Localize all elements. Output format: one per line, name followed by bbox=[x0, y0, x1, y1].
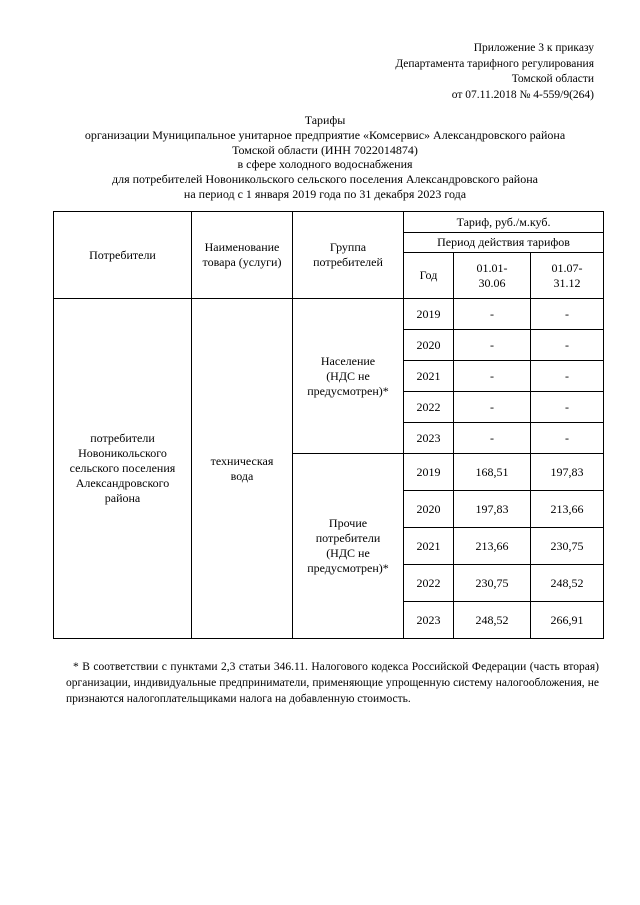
header-tariff: Тариф, руб./м.куб. bbox=[404, 212, 604, 233]
tariff-cell: 168,51 bbox=[454, 454, 531, 491]
year-cell: 2020 bbox=[404, 330, 454, 361]
header-consumers: Потребители bbox=[54, 212, 192, 299]
tariff-cell: - bbox=[454, 361, 531, 392]
group-cell-others: Прочие потребители (НДС не предусмотрен)* bbox=[293, 454, 404, 639]
tariff-cell: - bbox=[454, 330, 531, 361]
appendix-header bbox=[395, 41, 594, 103]
tariff-cell: 230,75 bbox=[454, 565, 531, 602]
tariff-cell: 197,83 bbox=[454, 491, 531, 528]
title-line-6: на период с 1 января 2019 года по 31 декабря 2023 года bbox=[183, 186, 467, 201]
appendix-line-2: Департамента тарифного регулирования bbox=[395, 57, 594, 70]
year-cell: 2022 bbox=[404, 392, 454, 423]
header-half-1: 01.01- 30.06 bbox=[454, 253, 531, 299]
title-line-3: Томской области (ИНН 7022014874) bbox=[232, 142, 418, 157]
document-title bbox=[40, 113, 610, 202]
year-cell: 2019 bbox=[404, 299, 454, 330]
appendix-line-3: Томской области bbox=[511, 73, 594, 85]
title-line-1: Тарифы bbox=[304, 113, 346, 127]
title-line-2: организации Муниципальное унитарное предприятие «Комсервис» Александровского района bbox=[84, 127, 566, 142]
year-cell: 2023 bbox=[404, 602, 454, 639]
year-cell: 2021 bbox=[404, 361, 454, 392]
tariff-cell: - bbox=[454, 392, 531, 423]
tariff-cell: 230,75 bbox=[531, 528, 604, 565]
tariff-cell: 266,91 bbox=[531, 602, 604, 639]
tariff-cell: 197,83 bbox=[531, 454, 604, 491]
table-row bbox=[54, 299, 604, 330]
year-cell: 2019 bbox=[404, 454, 454, 491]
tariff-cell: 213,66 bbox=[454, 528, 531, 565]
tariff-cell: - bbox=[454, 423, 531, 454]
tariff-cell: - bbox=[531, 392, 604, 423]
tariff-cell: - bbox=[531, 423, 604, 454]
footnote: * В соответствии с пунктами 2,3 статьи 346.11. Налогового кодекса Российской Федерации (часть вторая) организации, индивидуальные предприниматели, применяющие упрощенную систему налогообложения, не признаются налогоплательщиками налога на добавленную стоимость. bbox=[66, 661, 599, 705]
tariff-cell: - bbox=[531, 330, 604, 361]
header-half-2: 01.07- 31.12 bbox=[531, 253, 604, 299]
year-cell: 2021 bbox=[404, 528, 454, 565]
group-cell-population: Население (НДС не предусмотрен)* bbox=[293, 299, 404, 454]
header-group: Группа потребителей bbox=[293, 212, 404, 299]
year-cell: 2020 bbox=[404, 491, 454, 528]
tariff-cell: - bbox=[454, 299, 531, 330]
header-product: Наименование товара (услуги) bbox=[192, 212, 293, 299]
title-line-4: в сфере холодного водоснабжения bbox=[237, 157, 413, 172]
header-year: Год bbox=[404, 253, 454, 299]
tariff-cell: - bbox=[531, 299, 604, 330]
tariff-table bbox=[53, 211, 604, 639]
product-cell: техническая вода bbox=[192, 299, 293, 639]
tariff-cell: - bbox=[531, 361, 604, 392]
tariff-cell: 213,66 bbox=[531, 491, 604, 528]
year-cell: 2023 bbox=[404, 423, 454, 454]
tariff-cell: 248,52 bbox=[531, 565, 604, 602]
tariff-cell: 248,52 bbox=[454, 602, 531, 639]
header-period: Период действия тарифов bbox=[404, 233, 604, 253]
consumer-cell: потребители Новоникольского сельского поселения Александровского района bbox=[54, 299, 192, 639]
appendix-line-4: от 07.11.2018 № 4-559/9(264) bbox=[451, 88, 594, 101]
year-cell: 2022 bbox=[404, 565, 454, 602]
title-line-5: для потребителей Новоникольского сельского поселения Александровского района bbox=[112, 172, 538, 187]
appendix-line-1: Приложение 3 к приказу bbox=[473, 42, 594, 54]
